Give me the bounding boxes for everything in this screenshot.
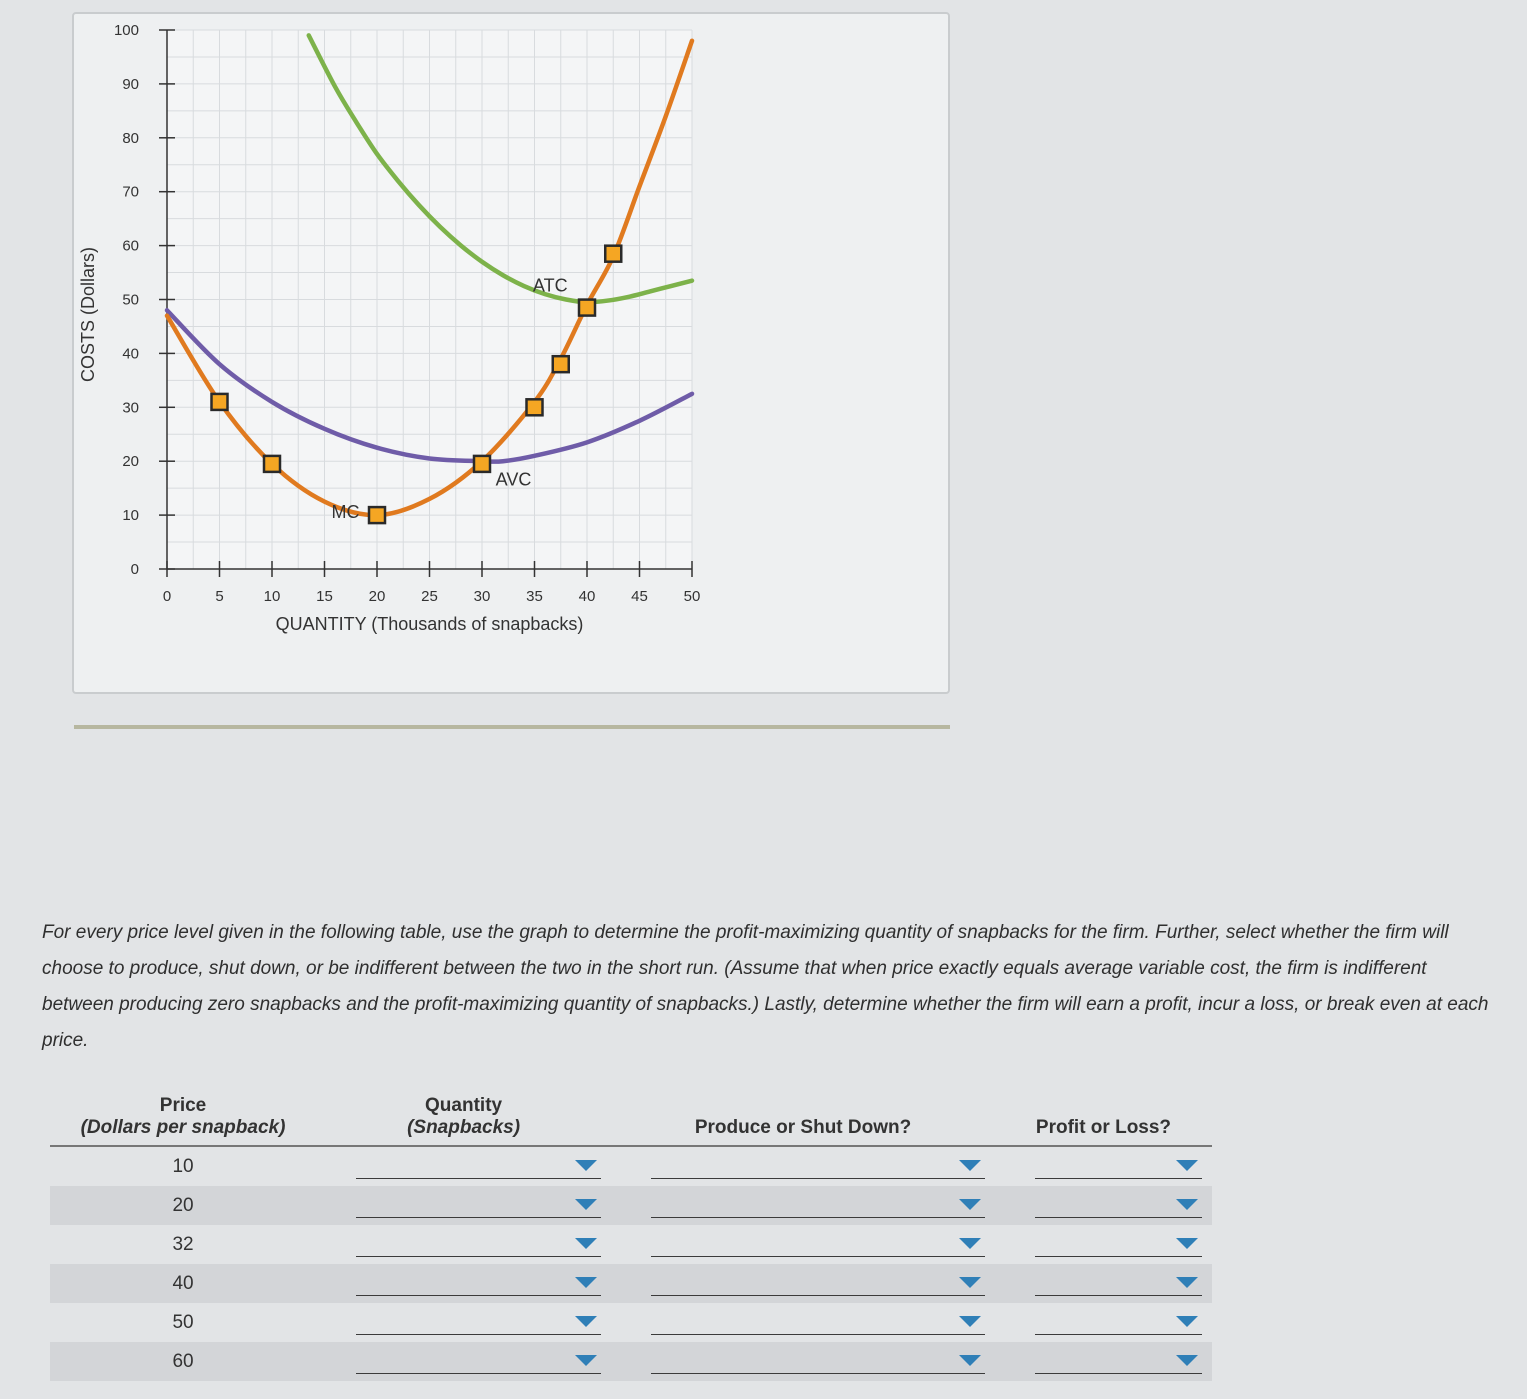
answer-table [50, 1075, 1212, 1381]
y-tick-label: 10 [122, 507, 139, 525]
table-row [50, 1186, 1212, 1225]
chevron-down-icon [959, 1277, 981, 1288]
profit-cell [995, 1342, 1212, 1381]
mc-point-marker [579, 300, 595, 316]
quantity-cell [316, 1225, 611, 1264]
price-cell: 40 [50, 1264, 316, 1303]
profit-cell [995, 1186, 1212, 1225]
cost-curves-chart [74, 14, 952, 696]
table-row [50, 1303, 1212, 1342]
mc-point-marker [527, 399, 543, 415]
price-cell: 32 [172, 1233, 194, 1255]
y-tick-label: 20 [122, 453, 139, 471]
profit-cell [995, 1225, 1212, 1264]
x-tick-label: 30 [473, 588, 491, 605]
mc-point-marker [369, 507, 385, 523]
price-cell: 10 [172, 1155, 194, 1177]
instructions-text: For every price level given in the following table, use the graph to determine the profit-maximizing quantity of snapbacks for the firm. Further, select whether the firm will choose to produce, shut down, or be indifferent between the two in the short run. (Assume that when price exactly equals average variable cost, the firm is indifferent between producing zero snapbacks and the profit-maximizing quantity of snapbacks.) Lastly, determine whether the firm will earn a profit, incur a loss, or break even at each price. [42, 922, 1489, 1051]
chevron-down-icon [1176, 1160, 1198, 1171]
mc-point-marker [212, 394, 228, 410]
profit-loss-dropdown[interactable] [1035, 1310, 1202, 1335]
chevron-down-icon [959, 1238, 981, 1249]
produce-shutdown-dropdown[interactable] [651, 1154, 985, 1179]
chevron-down-icon [1176, 1238, 1198, 1249]
y-tick-label: 60 [122, 237, 139, 255]
produce-shutdown-dropdown[interactable] [651, 1193, 985, 1218]
mc-point-marker [264, 456, 280, 472]
mc-point-marker [605, 246, 621, 262]
produce-shutdown-dropdown[interactable] [651, 1349, 985, 1374]
chevron-down-icon [959, 1355, 981, 1366]
y-tick-label: 100 [113, 22, 139, 39]
chevron-down-icon [959, 1199, 981, 1210]
quantity-cell [316, 1146, 611, 1186]
quantity-cell [316, 1264, 611, 1303]
table-row [50, 1225, 1212, 1264]
produce-shutdown-dropdown[interactable] [651, 1232, 985, 1257]
profit-cell [995, 1146, 1212, 1186]
y-tick-label: 40 [122, 345, 139, 363]
quantity-cell [316, 1186, 611, 1225]
produce-cell [611, 1225, 995, 1264]
profit-loss-dropdown[interactable] [1035, 1232, 1202, 1257]
quantity-dropdown[interactable] [356, 1154, 601, 1179]
table-row [50, 1342, 1212, 1381]
curve-label-atc: ATC [532, 275, 568, 296]
produce-cell [611, 1342, 995, 1381]
chevron-down-icon [575, 1277, 597, 1288]
x-tick-label: 45 [631, 588, 648, 605]
x-tick-label: 40 [578, 588, 596, 605]
price-header [50, 1075, 316, 1146]
profit-loss-dropdown[interactable] [1035, 1271, 1202, 1296]
profit-header: Profit or Loss? [995, 1075, 1212, 1146]
x-axis-title: QUANTITY (Thousands of snapbacks) [275, 614, 584, 634]
price-header-label: Price [159, 1095, 207, 1116]
x-tick-label: 25 [421, 588, 438, 605]
table-row [50, 1146, 1212, 1186]
graph-panel [72, 12, 950, 694]
y-tick-label: 80 [122, 129, 139, 147]
chevron-down-icon [1176, 1316, 1198, 1327]
quantity-dropdown[interactable] [356, 1349, 601, 1374]
chevron-down-icon [575, 1316, 597, 1327]
chevron-down-icon [1176, 1277, 1198, 1288]
curve-label-mc: MC [331, 501, 360, 522]
produce-cell [611, 1303, 995, 1342]
produce-cell [611, 1264, 995, 1303]
x-tick-label: 0 [162, 588, 172, 605]
produce-header: Produce or Shut Down? [611, 1075, 995, 1146]
x-tick-label: 10 [263, 588, 281, 605]
quantity-header-unit: (Snapbacks) [407, 1117, 521, 1138]
quantity-dropdown[interactable] [356, 1310, 601, 1335]
quantity-dropdown[interactable] [356, 1271, 601, 1296]
produce-shutdown-dropdown[interactable] [651, 1310, 985, 1335]
chevron-down-icon [959, 1160, 981, 1171]
curve-label-avc: AVC [495, 469, 532, 490]
x-tick-label: 20 [368, 588, 386, 605]
price-cell: 50 [172, 1311, 194, 1333]
y-tick-label: 50 [122, 291, 139, 309]
chevron-down-icon [575, 1238, 597, 1249]
produce-shutdown-dropdown[interactable] [651, 1271, 985, 1296]
profit-cell [995, 1264, 1212, 1303]
y-axis-title: COSTS (Dollars) [78, 246, 98, 383]
quantity-cell [316, 1342, 611, 1381]
answer-table-body [50, 1146, 1212, 1381]
chevron-down-icon [575, 1355, 597, 1366]
quantity-header [316, 1075, 611, 1146]
chevron-down-icon [1176, 1355, 1198, 1366]
y-tick-label: 90 [122, 75, 139, 93]
table-header-row [50, 1075, 1212, 1146]
profit-cell [995, 1303, 1212, 1342]
y-tick-label: 70 [122, 183, 139, 201]
produce-cell [611, 1186, 995, 1225]
price-header-unit: (Dollars per snapback) [80, 1117, 286, 1138]
y-tick-label: 0 [130, 561, 139, 578]
quantity-cell [316, 1303, 611, 1342]
section-divider [74, 725, 950, 729]
quantity-header-label: Quantity [425, 1095, 503, 1116]
quantity-dropdown[interactable] [356, 1193, 601, 1218]
mc-point-marker [553, 356, 569, 372]
price-cell: 60 [50, 1342, 316, 1381]
x-tick-label: 15 [316, 588, 333, 605]
table-row [50, 1264, 1212, 1303]
chevron-down-icon [959, 1316, 981, 1327]
x-tick-label: 35 [526, 588, 543, 605]
produce-cell [611, 1146, 995, 1186]
profit-loss-dropdown[interactable] [1035, 1154, 1202, 1179]
x-tick-label: 50 [683, 588, 701, 605]
y-tick-label: 30 [122, 399, 139, 417]
quantity-dropdown[interactable] [356, 1232, 601, 1257]
profit-loss-dropdown[interactable] [1035, 1349, 1202, 1374]
chevron-down-icon [1176, 1199, 1198, 1210]
x-tick-label: 5 [215, 588, 224, 605]
profit-loss-dropdown[interactable] [1035, 1193, 1202, 1218]
mc-point-marker [474, 456, 490, 472]
chevron-down-icon [575, 1199, 597, 1210]
price-cell: 20 [50, 1186, 316, 1225]
chevron-down-icon [575, 1160, 597, 1171]
